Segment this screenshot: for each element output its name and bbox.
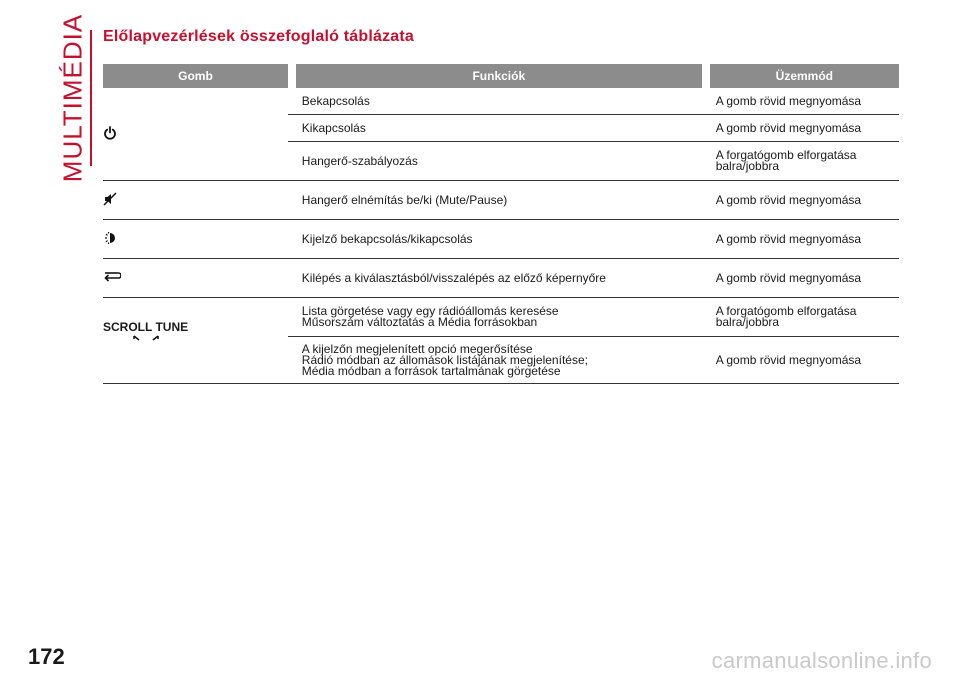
function-cell: A kijelzőn megjelenített opció megerősítése Rádió módban az állomások listájának megjelenítése; Média módban a források tartalmának görgetése bbox=[296, 337, 702, 384]
section-divider bbox=[90, 30, 92, 166]
mute-button-cell bbox=[103, 181, 288, 220]
back-button-cell bbox=[103, 259, 288, 298]
function-cell: Hangerő elnémítás be/ki (Mute/Pause) bbox=[296, 181, 702, 220]
function-cell: Hangerő-szabályozás bbox=[296, 142, 702, 181]
display-icon bbox=[103, 231, 117, 245]
scroll-tune-label: SCROLL TUNE bbox=[103, 320, 189, 334]
function-cell: Kilépés a kiválasztásból/visszalépés az előző képernyőre bbox=[296, 259, 702, 298]
back-icon bbox=[103, 271, 121, 283]
mode-cell: A forgatógomb elforgatása balra/jobbra bbox=[710, 298, 899, 337]
mode-cell: A forgatógomb elforgatása balra/jobbra bbox=[710, 142, 899, 181]
table-row bbox=[103, 298, 899, 337]
section-tab bbox=[57, 13, 88, 183]
power-icon bbox=[103, 126, 117, 140]
page-title: Előlapvezérlések összefoglaló táblázata bbox=[103, 28, 415, 45]
section-tab-label: MULTIMÉDIA bbox=[57, 13, 88, 183]
mode-cell: A gomb rövid megnyomása bbox=[710, 88, 899, 115]
header-function: Funkciók bbox=[296, 64, 702, 88]
function-cell: Kijelző bekapcsolás/kikapcsolás bbox=[296, 220, 702, 259]
table-row bbox=[103, 88, 899, 115]
page-number: 172 bbox=[28, 644, 65, 669]
mute-icon bbox=[103, 192, 117, 206]
power-button-cell bbox=[103, 88, 288, 181]
mode-cell: A gomb rövid megnyomása bbox=[710, 181, 899, 220]
header-mode: Üzemmód bbox=[710, 64, 899, 88]
scroll-tune-icon bbox=[133, 334, 159, 342]
mode-cell: A gomb rövid megnyomása bbox=[710, 259, 899, 298]
table-row bbox=[103, 259, 899, 298]
mode-cell: A gomb rövid megnyomása bbox=[710, 337, 899, 384]
mode-cell: A gomb rövid megnyomása bbox=[710, 115, 899, 142]
table-header-row bbox=[103, 64, 899, 88]
table-row bbox=[103, 220, 899, 259]
table-row bbox=[103, 181, 899, 220]
display-button-cell bbox=[103, 220, 288, 259]
mode-cell: A gomb rövid megnyomása bbox=[710, 220, 899, 259]
function-cell: Bekapcsolás bbox=[296, 88, 702, 115]
header-button: Gomb bbox=[103, 64, 288, 88]
function-cell: Kikapcsolás bbox=[296, 115, 702, 142]
watermark: carmanualsonline.info bbox=[711, 648, 932, 673]
controls-table bbox=[103, 64, 899, 384]
scroll-tune-button-cell bbox=[103, 298, 288, 384]
function-cell: Lista görgetése vagy egy rádióállomás keresése Műsorszám változtatás a Média forrásokban bbox=[296, 298, 702, 337]
